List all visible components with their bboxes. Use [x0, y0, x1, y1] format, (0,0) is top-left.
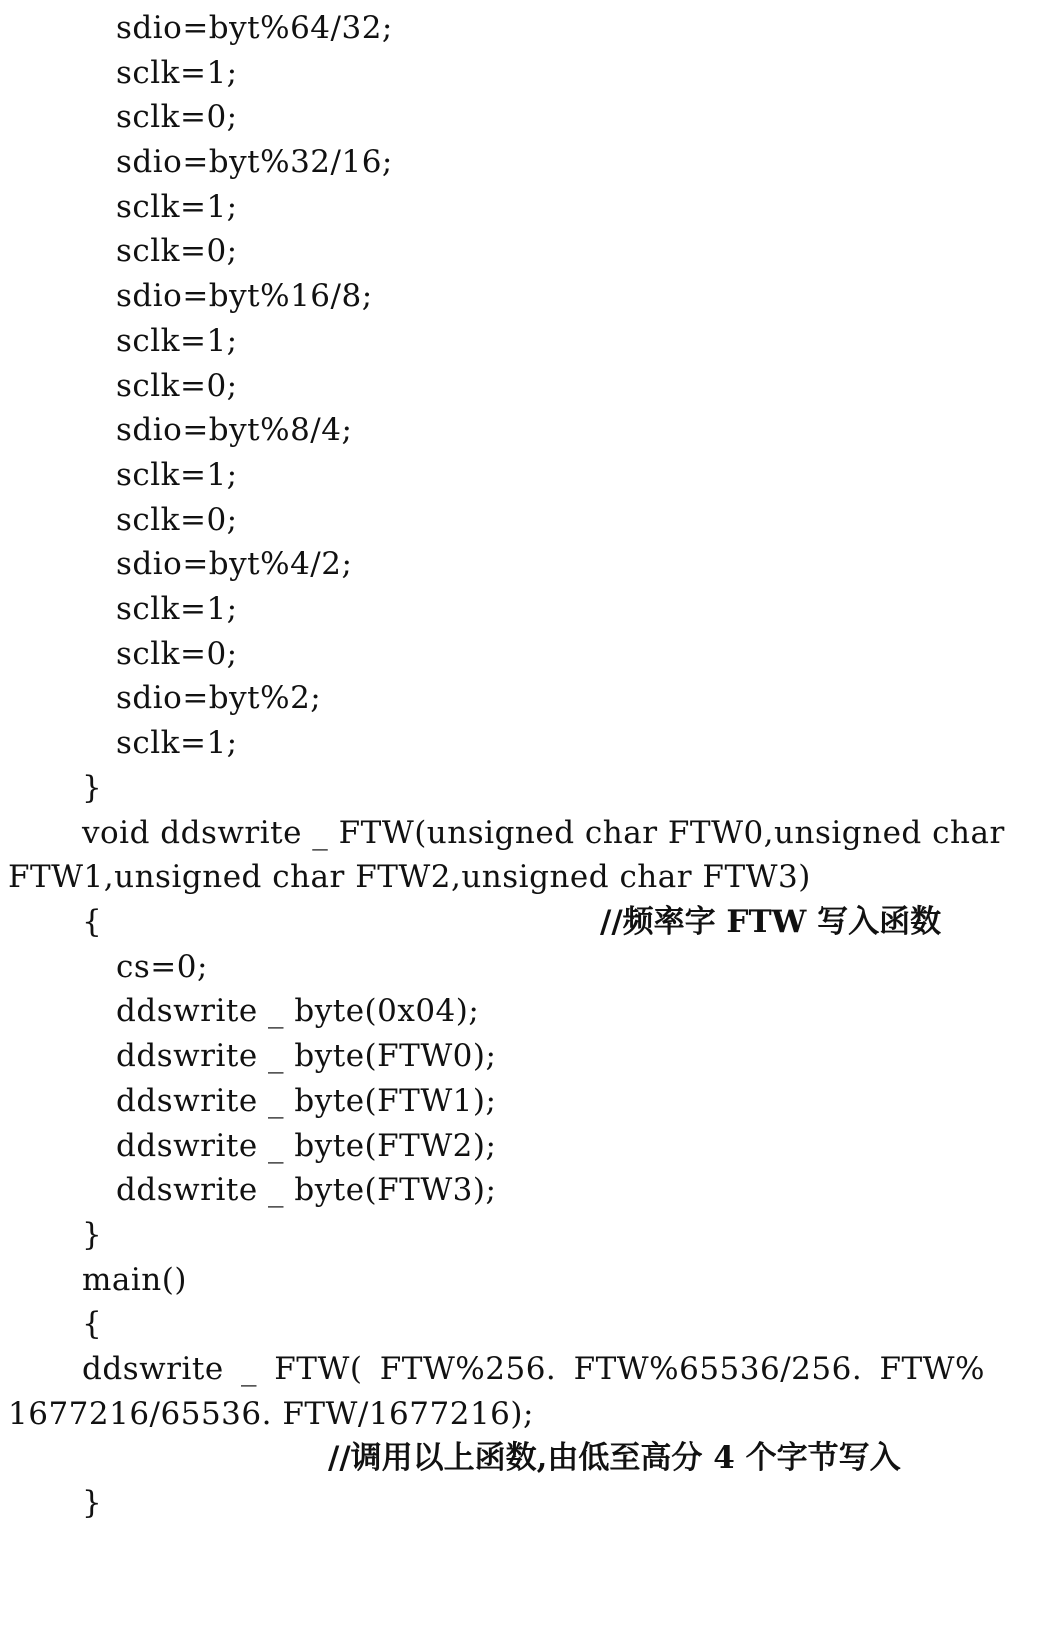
code-line: sclk=0;	[116, 636, 238, 672]
main-declaration: main()	[82, 1262, 187, 1298]
function-signature: void ddswrite _ FTW(unsigned char FTW0,unsigned char	[82, 815, 1005, 851]
function-call-cont: 1677216/65536. FTW/1677216);	[8, 1396, 534, 1432]
code-line: ddswrite _ byte(FTW3);	[116, 1172, 497, 1208]
code-line: sdio=byt%16/8;	[116, 278, 373, 314]
opening-brace: {	[82, 1306, 103, 1342]
code-line: sclk=1;	[116, 457, 238, 493]
code-line: sclk=0;	[116, 233, 238, 269]
function-call: ddswrite _ FTW( FTW%256. FTW%65536/256. FTW%	[82, 1351, 985, 1387]
code-line: sclk=0;	[116, 502, 238, 538]
code-line: cs=0;	[116, 949, 208, 985]
code-line: sclk=0;	[116, 99, 238, 135]
code-line: sclk=1;	[116, 725, 238, 761]
code-line: sdio=byt%64/32;	[116, 10, 393, 46]
closing-brace: }	[82, 1485, 103, 1521]
code-line: ddswrite _ byte(0x04);	[116, 993, 480, 1029]
code-line: sdio=byt%2;	[116, 680, 322, 716]
code-line: sdio=byt%8/4;	[116, 412, 353, 448]
code-line: sclk=1;	[116, 189, 238, 225]
code-line: ddswrite _ byte(FTW0);	[116, 1038, 497, 1074]
code-line: sdio=byt%4/2;	[116, 546, 353, 582]
closing-brace: }	[82, 770, 103, 806]
code-line: ddswrite _ byte(FTW1);	[116, 1083, 497, 1119]
closing-brace: }	[82, 1217, 103, 1253]
code-line: sclk=1;	[116, 591, 238, 627]
code-line: ddswrite _ byte(FTW2);	[116, 1128, 497, 1164]
opening-brace: {	[82, 904, 103, 940]
code-line: sdio=byt%32/16;	[116, 144, 393, 180]
code-line: sclk=1;	[116, 55, 238, 91]
code-comment: //频率字 FTW 写入函数	[600, 904, 942, 940]
code-line: sclk=0;	[116, 368, 238, 404]
code-comment: //调用以上函数,由低至高分 4 个字节写入	[328, 1440, 901, 1476]
code-line: sclk=1;	[116, 323, 238, 359]
function-signature-cont: FTW1,unsigned char FTW2,unsigned char FTW3)	[8, 859, 811, 895]
